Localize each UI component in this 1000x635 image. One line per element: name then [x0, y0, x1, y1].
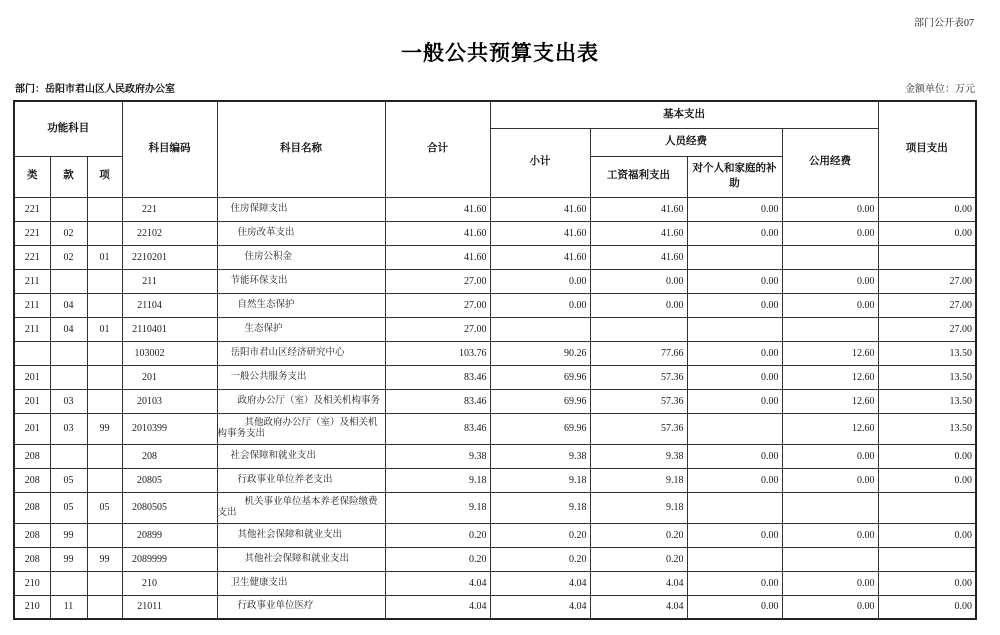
cell-class: 221 — [14, 221, 50, 245]
table-row — [14, 571, 976, 595]
meta-row — [15, 80, 975, 95]
cell-project-expenditure: 13.50 — [878, 413, 976, 444]
cell-project-expenditure: 13.50 — [878, 341, 976, 365]
cell-section: 02 — [50, 221, 87, 245]
cell-project-expenditure: 0.00 — [878, 571, 976, 595]
cell-section — [50, 341, 87, 365]
cell-wage-welfare — [590, 317, 687, 341]
table-body — [14, 197, 976, 619]
page-title: 一般公共预算支出表 — [401, 42, 599, 65]
cell-wage-welfare: 0.20 — [590, 547, 687, 571]
cell-subtotal: 0.20 — [490, 547, 590, 571]
cell-public-funds: 12.60 — [782, 341, 878, 365]
cell-wage-welfare: 9.18 — [590, 492, 687, 523]
cell-class: 211 — [14, 293, 50, 317]
cell-public-funds: 0.00 — [782, 468, 878, 492]
cell-public-funds — [782, 492, 878, 523]
table-row — [14, 547, 976, 571]
cell-wage-welfare: 41.60 — [590, 197, 687, 221]
cell-wage-welfare: 77.66 — [590, 341, 687, 365]
cell-item — [87, 523, 122, 547]
table-row — [14, 468, 976, 492]
cell-section: 05 — [50, 468, 87, 492]
cell-subject-name: 卫生健康支出 — [217, 571, 385, 595]
cell-section: 04 — [50, 293, 87, 317]
doc-number-label: 部门公开表07 — [914, 18, 974, 29]
table-row — [14, 389, 976, 413]
cell-project-expenditure: 27.00 — [878, 317, 976, 341]
cell-project-expenditure: 27.00 — [878, 293, 976, 317]
cell-subject-code: 221 — [122, 197, 217, 221]
header-individual-family-subsidy: 对个人和家庭的补助 — [687, 156, 782, 197]
cell-subject-code: 2089999 — [122, 547, 217, 571]
cell-class: 208 — [14, 492, 50, 523]
cell-subject-name: 自然生态保护 — [217, 293, 385, 317]
cell-subject-code: 20103 — [122, 389, 217, 413]
cell-subtotal: 4.04 — [490, 595, 590, 619]
cell-class: 210 — [14, 571, 50, 595]
cell-public-funds: 0.00 — [782, 293, 878, 317]
cell-item — [87, 468, 122, 492]
cell-subject-code: 2210201 — [122, 245, 217, 269]
cell-total: 9.18 — [385, 492, 490, 523]
cell-total: 41.60 — [385, 245, 490, 269]
cell-project-expenditure: 0.00 — [878, 523, 976, 547]
cell-wage-welfare: 9.38 — [590, 444, 687, 468]
cell-class: 208 — [14, 523, 50, 547]
header-section: 款 — [50, 156, 87, 197]
cell-item — [87, 341, 122, 365]
header-wage-welfare: 工资福利支出 — [590, 156, 687, 197]
cell-class — [14, 341, 50, 365]
cell-wage-welfare: 0.00 — [590, 293, 687, 317]
header-subtotal: 小计 — [490, 128, 590, 197]
cell-subject-code: 208 — [122, 444, 217, 468]
cell-section — [50, 444, 87, 468]
header-public-funds: 公用经费 — [782, 128, 878, 197]
cell-class: 221 — [14, 197, 50, 221]
cell-item — [87, 197, 122, 221]
cell-total: 27.00 — [385, 293, 490, 317]
cell-wage-welfare: 0.20 — [590, 523, 687, 547]
table-row — [14, 245, 976, 269]
cell-class: 201 — [14, 389, 50, 413]
cell-class: 210 — [14, 595, 50, 619]
header-project-expenditure: 项目支出 — [878, 101, 976, 197]
cell-public-funds: 0.00 — [782, 571, 878, 595]
cell-item: 99 — [87, 547, 122, 571]
table-row — [14, 197, 976, 221]
header-item: 项 — [87, 156, 122, 197]
table-row — [14, 492, 976, 523]
cell-subtotal: 9.38 — [490, 444, 590, 468]
cell-class: 208 — [14, 468, 50, 492]
cell-subject-code: 20805 — [122, 468, 217, 492]
cell-project-expenditure: 0.00 — [878, 197, 976, 221]
cell-item — [87, 571, 122, 595]
cell-total: 0.20 — [385, 523, 490, 547]
cell-total: 27.00 — [385, 269, 490, 293]
cell-project-expenditure: 27.00 — [878, 269, 976, 293]
cell-public-funds — [782, 547, 878, 571]
cell-item: 01 — [87, 245, 122, 269]
cell-public-funds: 12.60 — [782, 365, 878, 389]
cell-public-funds — [782, 245, 878, 269]
cell-subtotal: 41.60 — [490, 197, 590, 221]
cell-total: 4.04 — [385, 571, 490, 595]
cell-project-expenditure: 13.50 — [878, 365, 976, 389]
cell-section: 99 — [50, 523, 87, 547]
cell-individual-family-subsidy: 0.00 — [687, 444, 782, 468]
cell-subject-name: 一般公共服务支出 — [217, 365, 385, 389]
cell-wage-welfare: 57.36 — [590, 389, 687, 413]
cell-project-expenditure: 0.00 — [878, 595, 976, 619]
cell-individual-family-subsidy: 0.00 — [687, 389, 782, 413]
cell-class: 201 — [14, 413, 50, 444]
cell-individual-family-subsidy: 0.00 — [687, 221, 782, 245]
cell-subject-name: 节能环保支出 — [217, 269, 385, 293]
cell-subject-code: 2080505 — [122, 492, 217, 523]
table-row — [14, 523, 976, 547]
cell-individual-family-subsidy: 0.00 — [687, 293, 782, 317]
cell-class: 201 — [14, 365, 50, 389]
cell-subject-name: 生态保护 — [217, 317, 385, 341]
cell-project-expenditure — [878, 245, 976, 269]
cell-subject-code: 20899 — [122, 523, 217, 547]
cell-subject-name: 住房公积金 — [217, 245, 385, 269]
table-row — [14, 595, 976, 619]
cell-subtotal — [490, 317, 590, 341]
cell-wage-welfare: 4.04 — [590, 571, 687, 595]
cell-individual-family-subsidy: 0.00 — [687, 197, 782, 221]
header-class: 类 — [14, 156, 50, 197]
cell-project-expenditure: 0.00 — [878, 468, 976, 492]
cell-public-funds: 0.00 — [782, 444, 878, 468]
cell-section — [50, 365, 87, 389]
cell-total: 83.46 — [385, 413, 490, 444]
cell-wage-welfare: 57.36 — [590, 413, 687, 444]
cell-wage-welfare: 4.04 — [590, 595, 687, 619]
cell-total: 103.76 — [385, 341, 490, 365]
table-row — [14, 221, 976, 245]
table-header — [14, 101, 976, 197]
cell-individual-family-subsidy: 0.00 — [687, 365, 782, 389]
cell-subject-name: 行政事业单位养老支出 — [217, 468, 385, 492]
cell-total: 9.18 — [385, 468, 490, 492]
cell-total: 83.46 — [385, 389, 490, 413]
cell-subject-code: 21104 — [122, 293, 217, 317]
cell-section: 05 — [50, 492, 87, 523]
cell-subject-code: 22102 — [122, 221, 217, 245]
cell-individual-family-subsidy — [687, 245, 782, 269]
cell-individual-family-subsidy: 0.00 — [687, 269, 782, 293]
cell-subject-code: 2010399 — [122, 413, 217, 444]
amount-unit-label: 金额单位：万元 — [905, 84, 975, 95]
cell-individual-family-subsidy — [687, 317, 782, 341]
cell-subtotal: 41.60 — [490, 221, 590, 245]
cell-individual-family-subsidy: 0.00 — [687, 523, 782, 547]
cell-project-expenditure: 13.50 — [878, 389, 976, 413]
cell-subject-name: 政府办公厅（室）及相关机构事务 — [217, 389, 385, 413]
header-personnel-funds: 人员经费 — [590, 128, 782, 156]
table-row — [14, 293, 976, 317]
cell-subject-code: 103002 — [122, 341, 217, 365]
cell-subject-name: 住房改革支出 — [217, 221, 385, 245]
cell-wage-welfare: 9.18 — [590, 468, 687, 492]
cell-public-funds: 12.60 — [782, 413, 878, 444]
cell-public-funds: 0.00 — [782, 221, 878, 245]
cell-section — [50, 571, 87, 595]
cell-individual-family-subsidy — [687, 492, 782, 523]
cell-total: 27.00 — [385, 317, 490, 341]
cell-subtotal: 9.18 — [490, 492, 590, 523]
cell-subject-name: 其他社会保障和就业支出 — [217, 523, 385, 547]
cell-section: 99 — [50, 547, 87, 571]
cell-total: 9.38 — [385, 444, 490, 468]
cell-subtotal: 41.60 — [490, 245, 590, 269]
cell-project-expenditure: 0.00 — [878, 221, 976, 245]
header-total: 合计 — [385, 101, 490, 197]
cell-subject-code: 201 — [122, 365, 217, 389]
cell-section: 11 — [50, 595, 87, 619]
cell-item — [87, 365, 122, 389]
cell-total: 41.60 — [385, 197, 490, 221]
cell-item — [87, 389, 122, 413]
cell-total: 4.04 — [385, 595, 490, 619]
department-label: 部门：岳阳市君山区人民政府办公室 — [15, 84, 175, 95]
budget-expenditure-table — [13, 100, 977, 620]
header-subject-name: 科目名称 — [217, 101, 385, 197]
cell-item — [87, 269, 122, 293]
cell-total: 0.20 — [385, 547, 490, 571]
cell-project-expenditure — [878, 547, 976, 571]
cell-class: 221 — [14, 245, 50, 269]
cell-class: 211 — [14, 269, 50, 293]
cell-individual-family-subsidy — [687, 547, 782, 571]
cell-public-funds: 12.60 — [782, 389, 878, 413]
header-subject-code: 科目编码 — [122, 101, 217, 197]
cell-subtotal: 69.96 — [490, 365, 590, 389]
cell-subject-code: 211 — [122, 269, 217, 293]
cell-subtotal: 69.96 — [490, 389, 590, 413]
cell-subject-name: 岳阳市君山区经济研究中心 — [217, 341, 385, 365]
cell-class: 208 — [14, 547, 50, 571]
cell-project-expenditure — [878, 492, 976, 523]
cell-subject-name: 住房保障支出 — [217, 197, 385, 221]
cell-item: 01 — [87, 317, 122, 341]
table-row — [14, 444, 976, 468]
header-basic-expenditure: 基本支出 — [490, 101, 878, 128]
cell-subject-name: 其他政府办公厅（室）及相关机构事务支出 — [217, 413, 385, 444]
cell-individual-family-subsidy: 0.00 — [687, 468, 782, 492]
cell-wage-welfare: 41.60 — [590, 221, 687, 245]
cell-wage-welfare: 41.60 — [590, 245, 687, 269]
cell-wage-welfare: 57.36 — [590, 365, 687, 389]
cell-project-expenditure: 0.00 — [878, 444, 976, 468]
cell-individual-family-subsidy: 0.00 — [687, 571, 782, 595]
cell-public-funds: 0.00 — [782, 595, 878, 619]
cell-section: 03 — [50, 389, 87, 413]
cell-public-funds: 0.00 — [782, 197, 878, 221]
cell-total: 83.46 — [385, 365, 490, 389]
cell-item — [87, 595, 122, 619]
cell-individual-family-subsidy: 0.00 — [687, 341, 782, 365]
table-row — [14, 317, 976, 341]
cell-wage-welfare: 0.00 — [590, 269, 687, 293]
cell-item — [87, 293, 122, 317]
cell-subject-code: 21011 — [122, 595, 217, 619]
cell-subtotal: 90.26 — [490, 341, 590, 365]
cell-class: 211 — [14, 317, 50, 341]
cell-public-funds: 0.00 — [782, 523, 878, 547]
cell-section: 03 — [50, 413, 87, 444]
cell-subtotal: 0.20 — [490, 523, 590, 547]
table-row — [14, 413, 976, 444]
table-row — [14, 365, 976, 389]
table-row — [14, 269, 976, 293]
cell-subject-name: 其他社会保障和就业支出 — [217, 547, 385, 571]
cell-subject-name: 行政事业单位医疗 — [217, 595, 385, 619]
cell-individual-family-subsidy — [687, 413, 782, 444]
cell-section: 02 — [50, 245, 87, 269]
cell-subtotal: 9.18 — [490, 468, 590, 492]
cell-class: 208 — [14, 444, 50, 468]
cell-subject-name: 社会保障和就业支出 — [217, 444, 385, 468]
cell-item — [87, 221, 122, 245]
cell-section: 04 — [50, 317, 87, 341]
cell-public-funds — [782, 317, 878, 341]
cell-subject-name: 机关事业单位基本养老保险缴费支出 — [217, 492, 385, 523]
cell-section — [50, 269, 87, 293]
cell-subtotal: 0.00 — [490, 293, 590, 317]
cell-individual-family-subsidy: 0.00 — [687, 595, 782, 619]
header-functional-subject: 功能科目 — [14, 101, 122, 156]
cell-item: 05 — [87, 492, 122, 523]
cell-subject-code: 2110401 — [122, 317, 217, 341]
table-row — [14, 341, 976, 365]
cell-subtotal: 0.00 — [490, 269, 590, 293]
cell-item: 99 — [87, 413, 122, 444]
cell-subtotal: 69.96 — [490, 413, 590, 444]
cell-item — [87, 444, 122, 468]
cell-subtotal: 4.04 — [490, 571, 590, 595]
cell-section — [50, 197, 87, 221]
cell-subject-code: 210 — [122, 571, 217, 595]
cell-total: 41.60 — [385, 221, 490, 245]
cell-public-funds: 0.00 — [782, 269, 878, 293]
